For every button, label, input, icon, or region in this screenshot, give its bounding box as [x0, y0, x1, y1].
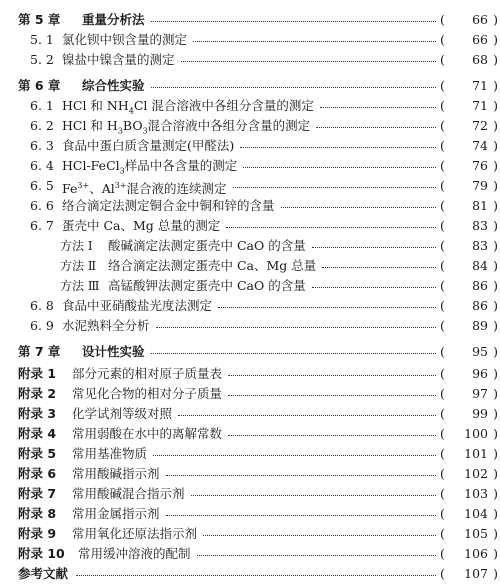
- entry-title: [72, 524, 197, 544]
- paren-close: ): [493, 526, 498, 541]
- paren-close: ): [493, 566, 498, 581]
- title-text: 常用酸碱混合指示剂: [72, 486, 185, 501]
- entry-title: [108, 256, 316, 276]
- paren-open: (: [440, 406, 445, 421]
- title-part: Fe: [62, 181, 78, 197]
- entry-title: [72, 364, 222, 384]
- entry-title: [62, 316, 150, 336]
- paren-close: ): [493, 218, 498, 233]
- paren-open: (: [440, 98, 445, 113]
- dot-leader: [151, 342, 436, 354]
- title-text: 镍盐中镍含量的测定: [62, 52, 175, 67]
- entry-label: 附录 4: [18, 426, 57, 441]
- paren-open: (: [440, 344, 445, 359]
- paren-open: (: [440, 426, 445, 441]
- title-text: 高锰酸钾法测定蛋壳中 CaO 的含量: [108, 278, 306, 293]
- paren-open: (: [440, 158, 445, 173]
- superscript: 3+: [77, 181, 90, 190]
- paren-open: (: [440, 446, 445, 461]
- title-text: 常用氧化还原法指示剂: [72, 526, 198, 541]
- subscript: 3: [117, 126, 123, 136]
- paren-close: ): [493, 158, 498, 173]
- entry-label: 5. 1: [30, 32, 54, 47]
- paren-open: (: [440, 566, 445, 581]
- page-value: 100: [464, 426, 488, 441]
- title-text: 络合滴定法测定铜合金中铜和锌的含量: [62, 198, 275, 213]
- paren-close: ): [493, 78, 498, 93]
- entry-label: 附录 8: [18, 506, 57, 521]
- title-text: 络合滴定法测定蛋壳中 Ca、Mg 总量: [108, 258, 317, 273]
- paren-open: (: [440, 118, 445, 133]
- page-value: 83: [472, 238, 488, 253]
- page-value: 89: [472, 318, 488, 333]
- paren-close: ): [493, 366, 498, 381]
- subscript: 4: [128, 106, 134, 116]
- title-text: 常用酸碱指示剂: [72, 466, 160, 481]
- entry-label: 6. 6: [30, 198, 54, 213]
- paren-close: ): [493, 278, 498, 293]
- title-text: 食品中蛋白质含量测定(甲醛法): [62, 138, 235, 153]
- entry-title: [72, 424, 222, 444]
- paren-open: (: [440, 258, 445, 273]
- paren-close: ): [493, 52, 498, 67]
- dot-leader: [166, 504, 436, 516]
- title-text: 氯化钡中钡含量的测定: [62, 32, 188, 47]
- entry-title: [108, 276, 306, 296]
- title-part: HCl 和 NH: [62, 98, 129, 113]
- entry-title: [82, 342, 145, 362]
- paren-close: ): [493, 466, 498, 481]
- dot-leader: [76, 564, 436, 576]
- page-value: 76: [472, 158, 488, 173]
- dot-leader: [228, 384, 436, 396]
- subscript: 3: [142, 126, 148, 136]
- toc-entry[interactable]: [0, 296, 500, 316]
- dot-leader: [178, 404, 436, 416]
- title-text: 综合性实验: [82, 78, 145, 93]
- dot-leader: [181, 50, 436, 62]
- title-part: HCl-FeCl: [62, 158, 120, 173]
- paren-open: (: [440, 506, 445, 521]
- dot-leader: [316, 116, 436, 128]
- paren-open: (: [440, 466, 445, 481]
- entry-label: 第 7 章: [18, 344, 61, 359]
- page-value: 106: [464, 546, 488, 561]
- dot-leader: [156, 316, 436, 328]
- entry-label: 6. 8: [30, 298, 54, 313]
- entry-label: 附录 9: [18, 526, 57, 541]
- paren-close: ): [493, 32, 498, 47]
- dot-leader: [203, 524, 436, 536]
- page-value: 86: [472, 298, 488, 313]
- paren-close: ): [493, 138, 498, 153]
- dot-leader: [312, 276, 436, 288]
- dot-leader: [166, 464, 436, 476]
- entry-title: [72, 464, 160, 484]
- entry-label: 附录 3: [18, 406, 57, 421]
- paren-close: ): [493, 406, 498, 421]
- dot-leader: [243, 156, 436, 168]
- paren-close: ): [493, 12, 498, 27]
- dot-leader: [153, 444, 436, 456]
- entry-title: [62, 216, 220, 236]
- entry-label: 第 6 章: [18, 78, 61, 93]
- paren-close: ): [493, 386, 498, 401]
- title-text: 重量分析法: [82, 12, 145, 27]
- dot-leader: [233, 176, 436, 188]
- subscript: 3: [119, 166, 125, 176]
- paren-open: (: [440, 238, 445, 253]
- entry-label: 方法 Ⅰ: [60, 239, 93, 253]
- page-value: 71: [472, 78, 488, 93]
- dot-leader: [193, 30, 436, 42]
- title-text: 设计性实验: [82, 344, 145, 359]
- toc-entry[interactable]: [0, 236, 500, 256]
- entry-title: [62, 196, 275, 216]
- title-text: 常见化合物的相对分子质量: [72, 386, 223, 401]
- page-value: 104: [464, 506, 488, 521]
- paren-close: ): [493, 118, 498, 133]
- entry-title: [82, 76, 145, 96]
- paren-close: ): [493, 318, 498, 333]
- page-value: 102: [464, 466, 488, 481]
- dot-leader: [228, 364, 436, 376]
- paren-close: ): [493, 198, 498, 213]
- toc-entry[interactable]: [0, 176, 500, 196]
- toc-entry[interactable]: [0, 342, 500, 362]
- toc-entry[interactable]: [0, 564, 500, 584]
- page-value: 103: [464, 486, 488, 501]
- toc-entry[interactable]: [0, 76, 500, 96]
- toc-entry[interactable]: [0, 384, 500, 404]
- paren-open: (: [440, 218, 445, 233]
- toc-entry[interactable]: [0, 444, 500, 464]
- page-value: 66: [472, 32, 488, 47]
- paren-open: (: [440, 278, 445, 293]
- paren-open: (: [440, 32, 445, 47]
- page-value: 96: [472, 366, 488, 381]
- page-value: 86: [472, 278, 488, 293]
- entry-label: 附录 10: [18, 546, 65, 561]
- entry-title: [72, 504, 160, 524]
- entry-label: 方法 Ⅲ: [60, 279, 100, 293]
- entry-label: 方法 Ⅱ: [60, 259, 96, 273]
- paren-open: (: [440, 366, 445, 381]
- entry-label: 附录 7: [18, 486, 57, 501]
- dot-leader: [240, 136, 436, 148]
- toc-entry[interactable]: [0, 504, 500, 524]
- entry-title: [72, 444, 147, 464]
- paren-open: (: [440, 386, 445, 401]
- paren-open: (: [440, 198, 445, 213]
- toc-entry[interactable]: [0, 404, 500, 424]
- title-text: 酸碱滴定法测定蛋壳中 CaO 的含量: [108, 238, 306, 253]
- toc-entry[interactable]: [0, 50, 500, 70]
- entry-label: 6. 1: [30, 98, 54, 113]
- paren-close: ): [493, 446, 498, 461]
- title-text: 水泥熟料全分析: [62, 318, 150, 333]
- page-value: 83: [472, 218, 488, 233]
- entry-label: 附录 1: [18, 366, 57, 381]
- paren-open: (: [440, 78, 445, 93]
- page-value: 71: [472, 98, 488, 113]
- entry-title: [78, 544, 191, 564]
- title-part: 混合液的连续测定: [126, 181, 227, 197]
- paren-close: ): [493, 238, 498, 253]
- toc-entry[interactable]: [0, 316, 500, 336]
- entry-label: 6. 5: [30, 178, 54, 193]
- entry-label: 5. 2: [30, 52, 54, 67]
- page-value: 84: [472, 258, 488, 273]
- entry-label: 附录 5: [18, 446, 57, 461]
- superscript: 3+: [114, 181, 127, 190]
- entry-label: 6. 4: [30, 158, 54, 173]
- toc-entry[interactable]: [0, 30, 500, 50]
- page-value: 95: [472, 344, 488, 359]
- entry-title: [72, 384, 222, 404]
- paren-open: (: [440, 138, 445, 153]
- entry-title: [72, 404, 172, 424]
- paren-close: ): [493, 486, 498, 501]
- page-value: 79: [472, 178, 488, 193]
- title-text: 常用基准物质: [72, 446, 148, 461]
- paren-close: ): [493, 298, 498, 313]
- dot-leader: [312, 236, 436, 248]
- entry-label: 6. 2: [30, 118, 54, 133]
- toc-entry[interactable]: [0, 136, 500, 156]
- entry-label: 6. 9: [30, 318, 54, 333]
- dot-leader: [197, 544, 436, 556]
- dot-leader: [151, 76, 436, 88]
- paren-close: ): [493, 546, 498, 561]
- page-value: 99: [472, 406, 488, 421]
- toc-entry[interactable]: [0, 276, 500, 296]
- page-value: 107: [464, 566, 488, 581]
- toc-entry[interactable]: [0, 256, 500, 276]
- toc-entry[interactable]: [0, 96, 500, 116]
- paren-open: (: [440, 546, 445, 561]
- toc-entry[interactable]: [0, 484, 500, 504]
- page-value: 81: [472, 198, 488, 213]
- toc-entry[interactable]: [0, 10, 500, 30]
- dot-leader: [228, 424, 436, 436]
- paren-close: ): [493, 426, 498, 441]
- entry-label: 参考文献: [18, 566, 69, 581]
- title-part: 、Al: [89, 181, 115, 197]
- entry-label: 附录 6: [18, 466, 57, 481]
- paren-open: (: [440, 486, 445, 501]
- page-value: 68: [472, 52, 488, 67]
- page-value: 97: [472, 386, 488, 401]
- paren-close: ): [493, 258, 498, 273]
- dot-leader: [226, 216, 436, 228]
- toc-entry[interactable]: [0, 364, 500, 384]
- title-part: 混合溶液中各组分含量的测定: [147, 118, 311, 133]
- paren-open: (: [440, 298, 445, 313]
- paren-close: ): [493, 344, 498, 359]
- dot-leader: [218, 296, 436, 308]
- page-value: 66: [472, 12, 488, 27]
- entry-label: 第 5 章: [18, 12, 61, 27]
- paren-open: (: [440, 526, 445, 541]
- title-part: BO: [122, 118, 143, 133]
- paren-open: (: [440, 318, 445, 333]
- paren-close: ): [493, 178, 498, 193]
- entry-label: 6. 3: [30, 138, 54, 153]
- title-text: 蛋壳中 Ca、Mg 总量的测定: [62, 218, 221, 233]
- toc-entry[interactable]: [0, 424, 500, 444]
- toc-entry[interactable]: [0, 524, 500, 544]
- toc-entry[interactable]: [0, 544, 500, 564]
- paren-close: ): [493, 506, 498, 521]
- toc-entry[interactable]: [0, 196, 500, 216]
- page-value: 105: [464, 526, 488, 541]
- dot-leader: [151, 10, 436, 22]
- page-value: 74: [472, 138, 488, 153]
- paren-close: ): [493, 98, 498, 113]
- paren-open: (: [440, 52, 445, 67]
- page-value: 101: [464, 446, 488, 461]
- toc-entry[interactable]: [0, 116, 500, 136]
- entry-title: [62, 296, 212, 316]
- dot-leader: [320, 96, 436, 108]
- title-part: Cl 混合溶液中各组分含量的测定: [133, 98, 314, 113]
- toc-entry[interactable]: [0, 156, 500, 176]
- dot-leader: [191, 484, 436, 496]
- title-text: 常用缓冲溶液的配制: [78, 546, 191, 561]
- dot-leader: [322, 256, 436, 268]
- entry-title: [82, 10, 145, 30]
- entry-title: [62, 50, 175, 70]
- title-part: 样品中各含量的测定: [124, 158, 238, 173]
- dot-leader: [281, 196, 436, 208]
- title-text: 化学试剂等级对照: [72, 406, 173, 421]
- toc-entry[interactable]: [0, 216, 500, 236]
- page-value: 72: [472, 118, 488, 133]
- title-text: 常用金属指示剂: [72, 506, 160, 521]
- paren-open: (: [440, 12, 445, 27]
- title-text: 部分元素的相对原子质量表: [72, 366, 223, 381]
- toc-entry[interactable]: [0, 464, 500, 484]
- title-part: HCl 和 H: [62, 118, 118, 133]
- title-text: 食品中亚硝酸盐光度法测定: [62, 298, 213, 313]
- entry-title: [62, 136, 234, 156]
- entry-title: [72, 484, 185, 504]
- title-text: 常用弱酸在水中的离解常数: [72, 426, 223, 441]
- paren-open: (: [440, 178, 445, 193]
- entry-title: [108, 236, 306, 256]
- entry-title: [62, 30, 187, 50]
- entry-label: 6. 7: [30, 218, 54, 233]
- entry-label: 附录 2: [18, 386, 57, 401]
